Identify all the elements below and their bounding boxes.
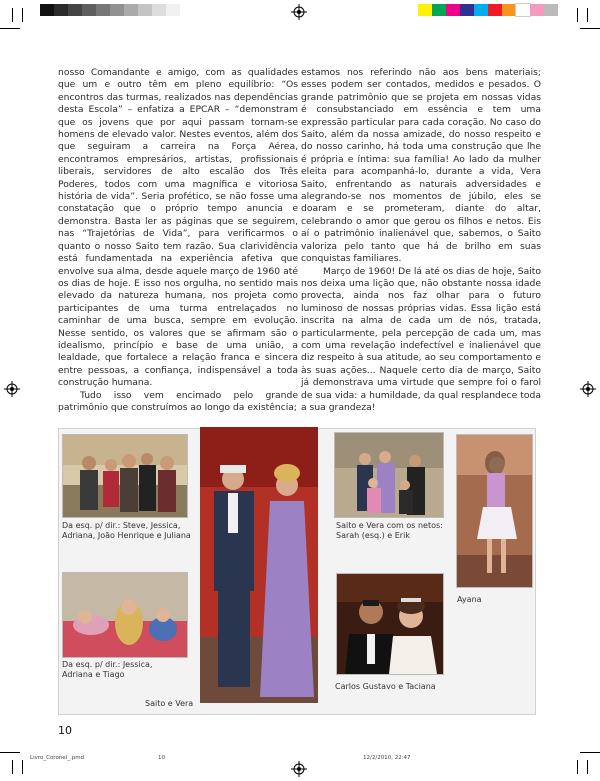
- paragraph: Tudo isso vem encimado pelo grande patrimônio que construímos ao longo da existência;: [58, 389, 298, 413]
- color-swatch: [432, 4, 446, 16]
- gray-swatch: [96, 4, 110, 16]
- color-swatch: [516, 4, 530, 16]
- color-swatch: [418, 4, 432, 16]
- caption-ayana: Ayana: [457, 595, 482, 604]
- color-swatch: [488, 4, 502, 16]
- color-swatch: [530, 4, 544, 16]
- color-swatch: [460, 4, 474, 16]
- gray-swatch: [68, 4, 82, 16]
- grandchildren-photo: [334, 432, 444, 518]
- saito-vera-photo: [200, 427, 318, 703]
- footer-datetime: 12/2/2010, 22:47: [363, 755, 411, 761]
- color-swatch: [474, 4, 488, 16]
- left-text-column: [58, 67, 298, 414]
- color-swatch: [446, 4, 460, 16]
- color-swatch: [544, 4, 558, 16]
- caption-grandchildren: Saito e Vera com os netos: Sarah (esq.) e Erik: [336, 521, 443, 540]
- gray-swatch: [82, 4, 96, 16]
- ayana-photo: [456, 434, 533, 588]
- footer-filename: Livro_Coronel_.pmd: [30, 755, 85, 761]
- registration-mark-icon: [291, 4, 307, 20]
- registration-mark-icon: [291, 761, 307, 777]
- gray-swatch: [138, 4, 152, 16]
- paragraph: nosso Comandante e amigo, com as qualidades que um e outro têm em pleno equilíbrio: “Os encontros das turmas, realizados nas dependências desta Escola” – enfatiza a EPCAR – “demonstram que os jovens que por aqui passam tornam-se homens de elevado valor. Nestes eventos, além dos que seguiram a carreira na Força Aérea, encontramos empresários, artistas, profissionais liberais, servidores de alto escalão dos Três Poderes, todos com uma magnífica e vitoriosa história de vida”. Seria profético, se não fosse uma constatação que o próprio tempo anuncia e demonstra. Basta ler as páginas que se seguirem, nas “Trajetórias de Vida”, para verificarmos o quanto o nosso Saito tem razão. Sua clarividência está fundamentada na experiência afetiva que envolve sua alma, desde aquele março de 1960 até os dias de hoje. E isso nos orgulha, no sentido mais elevado da natureza humana, nos projeta como participantes de uma turma entrelaçados no caminhar de uma busca, sempre em evolução. Nesse sentido, os valores que se afirmam são o idealismo, princípio e base de uma união, a lealdade, que fortalece a relação franca e sincera entre pessoas, a confiança, indispensável a toda construção humana.: [58, 67, 298, 389]
- gray-swatch: [54, 4, 68, 16]
- caption-couple: Saito e Vera: [145, 699, 194, 708]
- caption-kids: Da esq. p/ dir.: Jessica, Adriana e Tiago: [62, 660, 153, 679]
- gray-swatch: [110, 4, 124, 16]
- color-swatch: [502, 4, 516, 16]
- caption-family-group: Da esq. p/ dir.: Steve, Jessica, Adriana, João Henrique e Juliana: [62, 521, 191, 540]
- photo-collage-panel: [58, 428, 536, 715]
- gray-swatch: [152, 4, 166, 16]
- page-number: 10: [58, 724, 72, 737]
- wedding-photo: [336, 573, 444, 675]
- right-text-column: [301, 67, 541, 414]
- paragraph: estamos nos referindo não aos bens materiais; esses podem ser contados, medidos e pesados. O grande patrimônio que se projeta em nossas vidas é consubstanciado em essência e tem uma expressão particular para cada coração. No caso do Saito, além da nossa amizade, do nosso respeito e do nosso carinho, há toda uma construção que lhe é própria e íntima: sua família! Ao lado da mulher eleita para acompanhá-lo, durante a vida, Vera Saito, enfrentando as naturais adversidades e alegrando-se nos momentos de júbilo, eles se doaram e se prometeram, diante do altar, celebrando o amor que gerou os filhos e netos. Eis aí o patrimônio inalienável que, sabemos, o Saito valoriza pelo tanto que há de brilho em suas conquistas familiares.: [301, 67, 541, 265]
- registration-mark-icon: [4, 381, 20, 397]
- gray-swatch: [124, 4, 138, 16]
- gray-swatch: [40, 4, 54, 16]
- registration-mark-icon: [580, 381, 596, 397]
- caption-wedding: Carlos Gustavo e Taciana: [335, 682, 436, 691]
- paragraph: Março de 1960! De lá até os dias de hoje, Saito nos deixa uma lição que, não obstante nossa idade provecta, ainda nos faz olhar para o futuro luminoso de nossas próprias vidas. Essa lição está inscrita na alma de cada um de nós, tratada, particularmente, pela percepção de cada um, mas com uma revelação indefectível e inalienável que diz respeito à sua atitude, ao seu comportamento e às suas ações... Naquele certo dia de março, Saito já demonstrava uma virtude que sempre foi o farol de sua vida: a humildade, da qual resplandece toda a sua grandeza!: [301, 265, 541, 413]
- kids-photo: [62, 572, 188, 658]
- family-group-photo: [62, 434, 188, 518]
- footer-page: 10: [158, 755, 165, 761]
- gray-swatch: [166, 4, 180, 16]
